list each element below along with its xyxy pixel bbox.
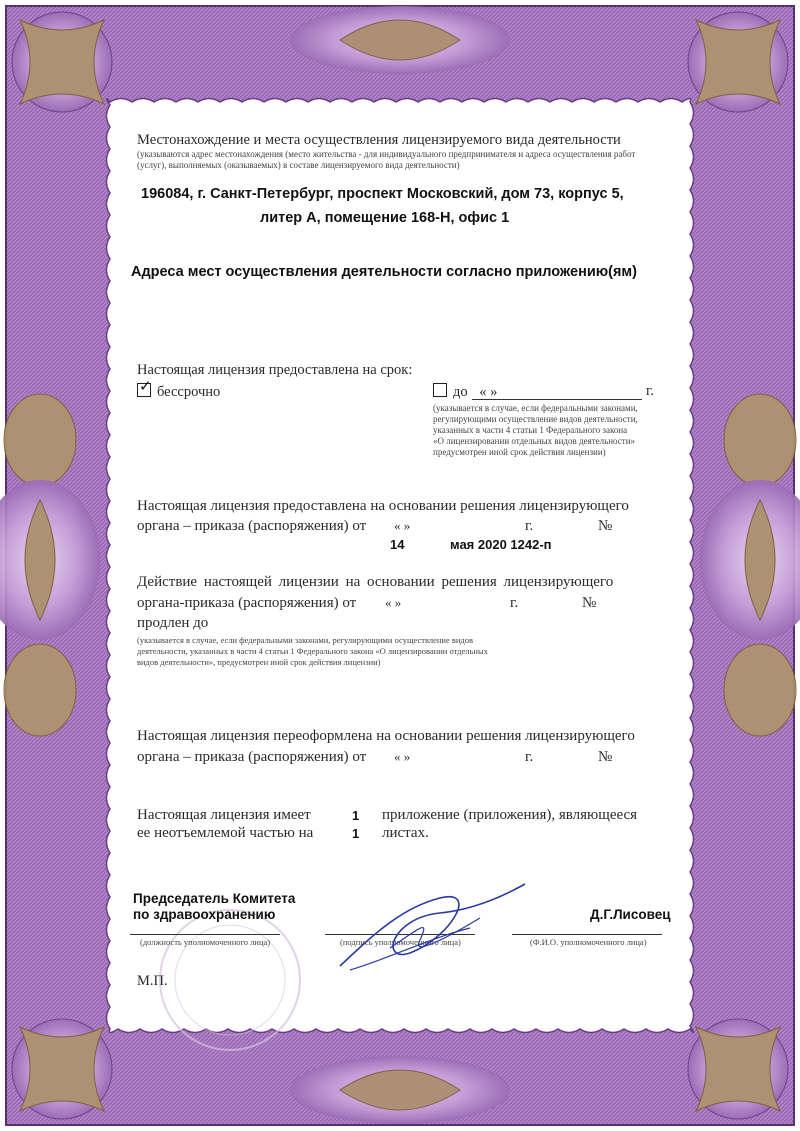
term-heading: Настоящая лицензия предоставлена на срок: bbox=[137, 362, 413, 378]
until-suffix: г. bbox=[646, 383, 654, 399]
appendix-line2-prefix: ее неотъемлемой частью на bbox=[137, 825, 314, 841]
until-date-line bbox=[472, 399, 642, 400]
until-note-line2: регулирующими осуществление видов деятельности, bbox=[433, 414, 638, 424]
reissue-line2-prefix: органа – приказа (распоряжения) от bbox=[137, 749, 367, 765]
address-line2: литер А, помещение 168-Н, офис 1 bbox=[260, 210, 510, 226]
until-note-line3: указанных в части 4 статьи 1 Федерального закона bbox=[433, 425, 628, 435]
appendix-address-note: Адреса мест осуществления деятельности согласно приложению(ям) bbox=[131, 264, 637, 280]
name-line bbox=[512, 934, 662, 935]
unlimited-label: бессрочно bbox=[157, 384, 221, 400]
basis-year-suffix: г. bbox=[525, 518, 534, 534]
extension-line2-prefix: органа-приказа (распоряжения) от bbox=[137, 595, 357, 611]
appendix-line2-suffix: листах. bbox=[382, 825, 429, 841]
signatory-position-line2: по здравоохранению bbox=[133, 907, 276, 922]
reissue-year-suffix: г. bbox=[525, 749, 534, 765]
location-heading: Местонахождение и места осуществления лицензируемого вида деятельности bbox=[137, 132, 621, 148]
seal-place: М.П. bbox=[137, 973, 168, 989]
appendix-line1-suffix: приложение (приложения), являющееся bbox=[382, 807, 638, 823]
reissue-number-sign: № bbox=[598, 749, 613, 765]
caption-signature: (подпись уполномоченного лица) bbox=[340, 937, 461, 947]
until-checkbox[interactable] bbox=[433, 383, 447, 397]
appendix-sheets: 1 bbox=[352, 826, 360, 841]
extension-line3: продлен до bbox=[137, 615, 209, 631]
signatory-position-line1: Председатель Комитета bbox=[133, 891, 296, 906]
until-prefix: до bbox=[453, 384, 468, 400]
basis-line2-prefix: органа – приказа (распоряжения) от bbox=[137, 518, 367, 534]
basis-quotes: « » bbox=[394, 518, 411, 533]
basis-line1: Настоящая лицензия предоставлена на основании решения лицензирующего bbox=[137, 498, 629, 514]
extension-quotes: « » bbox=[385, 595, 402, 610]
unlimited-checkbox[interactable] bbox=[137, 377, 152, 397]
extension-note-line3: видов деятельности», предусмотрен иной срок действия лицензии) bbox=[137, 657, 381, 667]
handwritten-signature bbox=[330, 878, 530, 978]
extension-year-suffix: г. bbox=[510, 595, 519, 611]
reissue-line1: Настоящая лицензия переоформлена на основании решения лицензирующего bbox=[137, 728, 635, 744]
extension-line1: Действие настоящей лицензии на основании решения лицензирующего bbox=[137, 574, 614, 590]
until-note-line5: предусмотрен иной срок действия лицензии) bbox=[433, 447, 606, 457]
until-quotes: « » bbox=[479, 384, 498, 400]
checkmark-icon: ✓ bbox=[139, 377, 152, 395]
reissue-quotes: « » bbox=[394, 749, 411, 764]
address-line1: 196084, г. Санкт-Петербург, проспект Московский, дом 73, корпус 5, bbox=[141, 186, 624, 202]
location-note-line2: (услуг), выполняемых (оказываемых) в составе лицензируемого вида деятельности) bbox=[137, 160, 460, 170]
until-note-line4: «О лицензировании отдельных видов деятельности» bbox=[433, 436, 636, 446]
caption-name: (Ф.И.О. уполномоченного лица) bbox=[530, 937, 647, 947]
extension-note-line1: (указывается в случае, если федеральными законами, регулирующими осуществление видов bbox=[137, 635, 474, 645]
appendix-line1-prefix: Настоящая лицензия имеет bbox=[137, 807, 311, 823]
signatory-name: Д.Г.Лисовец bbox=[590, 907, 671, 922]
extension-note-line2: деятельности, указанных в части 4 статьи 1 Федерального закона «О лицензировании отдельных bbox=[137, 646, 488, 656]
until-note-line1: (указывается в случае, если федеральными законами, bbox=[433, 403, 638, 413]
position-line bbox=[130, 934, 280, 935]
term-unlimited bbox=[137, 377, 221, 401]
appendix-count: 1 bbox=[352, 808, 360, 823]
basis-month-year-number: мая 2020 1242-п bbox=[450, 537, 552, 552]
location-note-line1: (указываются адрес местонахождения (место жительства - для индивидуального предпринимателя и адреса осуществления работ bbox=[137, 149, 636, 159]
extension-number-sign: № bbox=[582, 595, 597, 611]
basis-day: 14 bbox=[390, 537, 405, 552]
basis-number-sign: № bbox=[598, 518, 613, 534]
caption-position: (должность уполномоченного лица) bbox=[140, 937, 271, 947]
